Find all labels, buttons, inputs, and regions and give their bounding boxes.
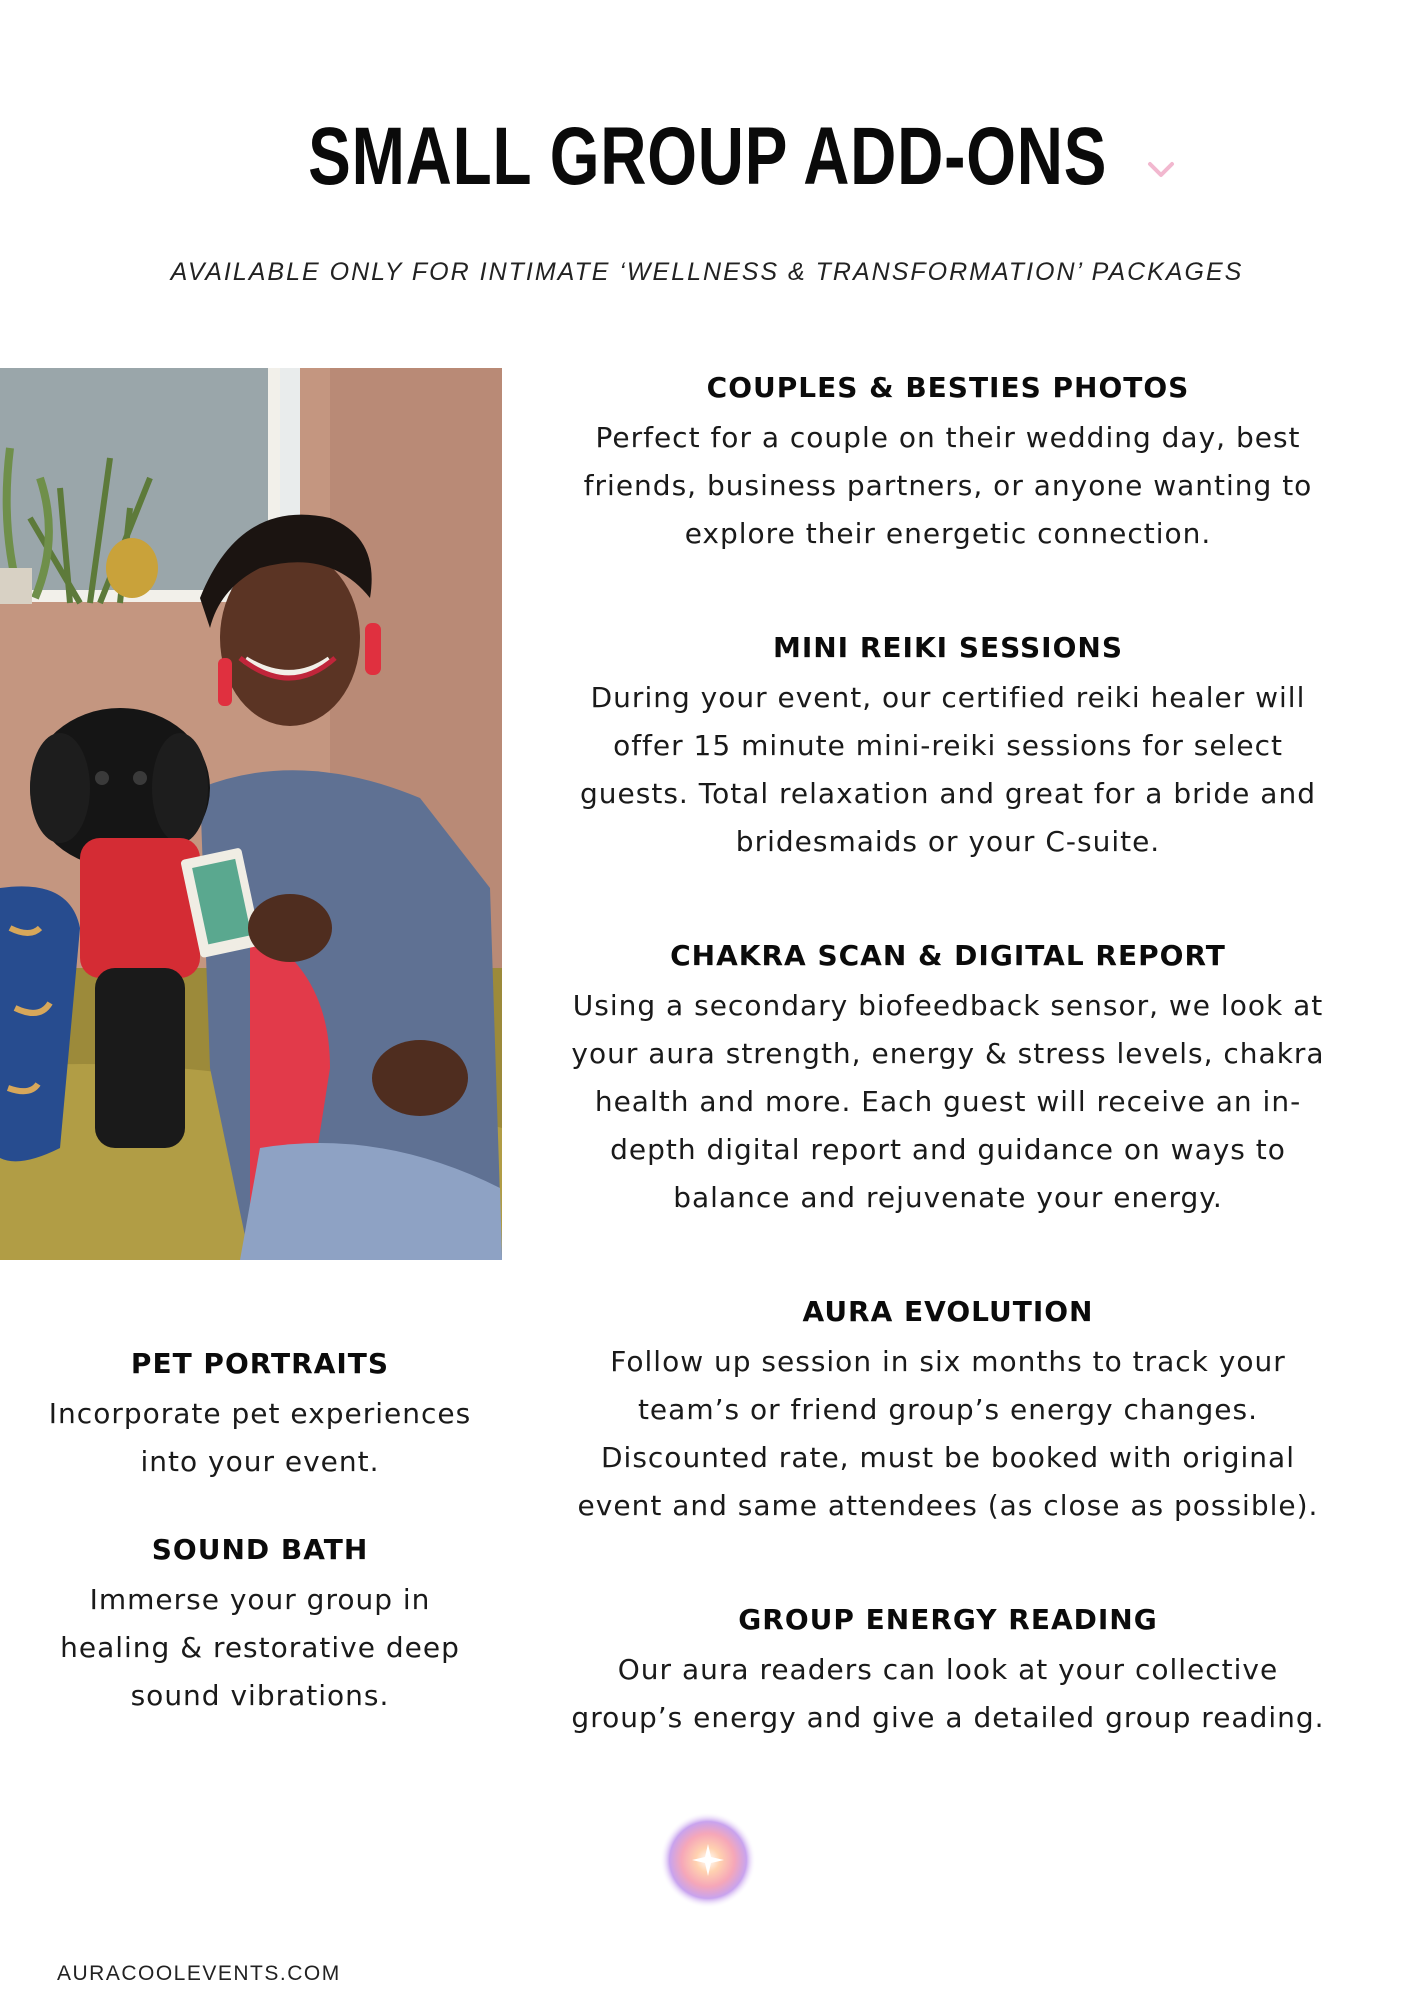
addon-heading: SOUND BATH [151, 1533, 369, 1566]
addon-description: Follow up session in six months to track your team’s or friend group’s energy changes. Discounted rate, must be booked with original event and same attendees (as close as possible). [577, 1345, 1319, 1522]
addon-description: Using a secondary biofeedback sensor, we look at your aura strength, energy & stress levels, chakra health and more. Each guest will receive an in-depth digital report and guidance on ways to balance and rejuvenate your energy. [571, 989, 1325, 1214]
addon-description: Immerse your group in healing & restorative deep sound vibrations. [60, 1583, 460, 1712]
addon-heading: PET PORTRAITS [130, 1347, 390, 1380]
footer-website[interactable]: AURACOOLEVENTS.COM [57, 1962, 341, 1985]
chevron-down-icon[interactable] [1147, 160, 1175, 180]
page-subtitle: AVAILABLE ONLY FOR INTIMATE ‘WELLNESS & TRANSFORMATION’ PACKAGES [170, 258, 1244, 286]
aura-orb-icon [658, 1810, 758, 1910]
page-title: SMALL GROUP ADD-ONS [308, 111, 1108, 202]
addon-aura-evolution [560, 1292, 1336, 1530]
addon-description: Incorporate pet experiences into your event. [48, 1397, 472, 1478]
addon-heading: AURA EVOLUTION [802, 1295, 1094, 1328]
addon-group-energy-reading [560, 1600, 1336, 1742]
addon-heading: COUPLES & BESTIES PHOTOS [706, 371, 1190, 404]
hero-photo [0, 368, 502, 1260]
addon-mini-reiki-sessions [560, 628, 1336, 866]
addon-description: Perfect for a couple on their wedding day, best friends, business partners, or anyone wanting to explore their energetic connection. [583, 421, 1313, 550]
addon-heading: CHAKRA SCAN & DIGITAL REPORT [670, 939, 1226, 972]
addon-sound-bath [30, 1530, 490, 1720]
addon-heading: GROUP ENERGY READING [738, 1603, 1158, 1636]
addon-couples-besties-photos [560, 368, 1336, 558]
addon-chakra-scan-digital-report [560, 936, 1336, 1222]
addon-description: Our aura readers can look at your collective group’s energy and give a detailed group reading. [571, 1653, 1325, 1734]
addon-pet-portraits [30, 1344, 490, 1486]
addon-description: During your event, our certified reiki healer will offer 15 minute mini-reiki sessions for select guests. Total relaxation and great for a bride and bridesmaids or your C-suite. [580, 681, 1316, 858]
addon-heading: MINI REIKI SESSIONS [772, 631, 1124, 664]
